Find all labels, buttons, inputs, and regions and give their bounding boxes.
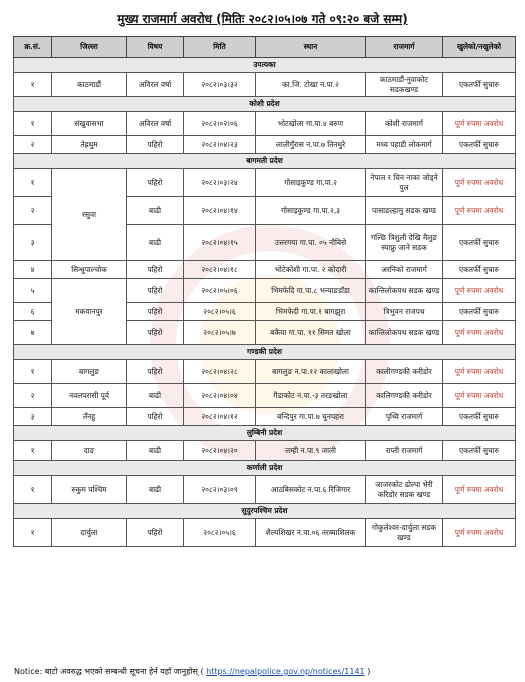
cell-sn: १ bbox=[14, 360, 52, 384]
page-title: मुख्य राजमार्ग अवरोध (मितिः २०८२।०५।०७ गते ०९:२० बजे सम्म) bbox=[117, 12, 408, 26]
cell-date: २०८२।०५।०६ bbox=[184, 279, 256, 303]
cell-date: २०८२।०५।७ bbox=[184, 321, 256, 345]
cell-highway: कालीगण्डकी करीडोर bbox=[366, 360, 443, 384]
cell-subject: पहिरो bbox=[127, 261, 184, 279]
cell-district: दाङ bbox=[52, 441, 127, 461]
cell-district: मकवानपुर bbox=[52, 279, 127, 345]
cell-status: एकतर्फी सुचारु bbox=[443, 303, 516, 321]
cell-highway: नेपाल र चिन नाका जोड्ने पुल bbox=[366, 169, 443, 197]
cell-subject: पहिरो bbox=[127, 360, 184, 384]
cell-highway: त्रिभुवन राजपथ bbox=[366, 303, 443, 321]
cell-sn: १ bbox=[14, 73, 52, 97]
cell-sn: ४ bbox=[14, 261, 52, 279]
cell-status: पूर्ण रुपमा अवरोध bbox=[443, 476, 516, 504]
cell-district: रुकुम पश्चिम bbox=[52, 476, 127, 504]
table-row bbox=[14, 261, 516, 279]
cell-highway: कालिगण्डकी करीडोर bbox=[366, 384, 443, 408]
cell-district: नवलपरासी पूर्व bbox=[52, 384, 127, 408]
cell-subject: बाढी bbox=[127, 225, 184, 261]
cell-subject: अविरल वर्षा bbox=[127, 73, 184, 97]
section-row bbox=[14, 461, 516, 476]
table-row bbox=[14, 441, 516, 461]
cell-date: २०८२।०४।०४ bbox=[184, 384, 256, 408]
cell-subject: बाढी bbox=[127, 197, 184, 225]
cell-district: तँनहु bbox=[52, 408, 127, 426]
cell-subject: पहिरो bbox=[127, 321, 184, 345]
table-row bbox=[14, 279, 516, 303]
cell-status: एकतर्फी सुचारु bbox=[443, 441, 516, 461]
cell-subject: बाढी bbox=[127, 384, 184, 408]
cell-place: बकैया गा.पा. ११ सिमत खोला bbox=[256, 321, 366, 345]
cell-place: भिमफेदी गा.पा.१ बागझुरा bbox=[256, 303, 366, 321]
section-row bbox=[14, 58, 516, 73]
cell-sn: १ bbox=[14, 519, 52, 547]
cell-status: एकतर्फी सुचारु bbox=[443, 225, 516, 261]
cell-place: गोसाइकुण्ड गा.पा.२,३ bbox=[256, 197, 366, 225]
section-title: गण्डकी प्रदेश bbox=[14, 345, 516, 360]
section-row bbox=[14, 345, 516, 360]
table-row bbox=[14, 476, 516, 504]
header-status: खुलेको/नखुलेको bbox=[443, 37, 516, 58]
cell-place: लम्ही न.पा.९ जाली bbox=[256, 441, 366, 461]
section-row bbox=[14, 97, 516, 112]
cell-subject: पहिरो bbox=[127, 303, 184, 321]
cell-place: लालीगुँरास न.पा.७ तिनधुरे bbox=[256, 136, 366, 154]
header-subject: विषय bbox=[127, 37, 184, 58]
cell-date: २०८२।०५।६ bbox=[184, 519, 256, 547]
table-row bbox=[14, 73, 516, 97]
cell-district: काठमाडौं bbox=[52, 73, 127, 97]
header-date: मिति bbox=[184, 37, 256, 58]
cell-sn: ६ bbox=[14, 303, 52, 321]
cell-sn: ३ bbox=[14, 408, 52, 426]
cell-subject: पहिरो bbox=[127, 136, 184, 154]
cell-sn: १ bbox=[14, 112, 52, 136]
cell-sn: २ bbox=[14, 197, 52, 225]
cell-district: रसुवा bbox=[52, 169, 127, 261]
cell-highway: कान्तिलोकपथ सडक खण्ड bbox=[366, 279, 443, 303]
cell-sn: ५ bbox=[14, 279, 52, 303]
header-sn: क्र.सं. bbox=[14, 37, 52, 58]
cell-status: पूर्ण रुपमा अवरोध bbox=[443, 197, 516, 225]
cell-status: एकतर्फी सुचारु bbox=[443, 261, 516, 279]
cell-highway: कोशी राजमार्ग bbox=[366, 112, 443, 136]
cell-date: २०८२।०३।०९ bbox=[184, 476, 256, 504]
cell-district: संखुवासभा bbox=[52, 112, 127, 136]
cell-district: बागलुङ bbox=[52, 360, 127, 384]
cell-highway: पासाङल्हामु सडक खण्ड bbox=[366, 197, 443, 225]
cell-highway: राप्ती राजमार्ग bbox=[366, 441, 443, 461]
cell-date: २०८२।०४।१४ bbox=[184, 197, 256, 225]
cell-sn: ७ bbox=[14, 321, 52, 345]
cell-status: पूर्ण रुपमा अवरोध bbox=[443, 384, 516, 408]
cell-date: २०८२।०४।१५ bbox=[184, 225, 256, 261]
cell-sn: १ bbox=[14, 441, 52, 461]
notice-line bbox=[14, 666, 370, 677]
header-place: स्थान bbox=[256, 37, 366, 58]
cell-date: २०८२।०४।२३ bbox=[184, 136, 256, 154]
cell-subject: अविरल वर्षा bbox=[127, 112, 184, 136]
notice-link[interactable]: https://nepalpolice.gov.np/notices/1141 bbox=[206, 667, 365, 676]
table-row bbox=[14, 136, 516, 154]
section-row bbox=[14, 154, 516, 169]
cell-highway: मध्य पहाडी लोकमार्ग bbox=[366, 136, 443, 154]
cell-subject: पहिरो bbox=[127, 169, 184, 197]
cell-highway: कान्तिलोकपथ सडक खण्ड bbox=[366, 321, 443, 345]
cell-highway: गोकुलेश्वर-दार्चुला सडक खण्ड bbox=[366, 519, 443, 547]
cell-status: पूर्ण रुपमा अवरोध bbox=[443, 360, 516, 384]
cell-place: गैडाकोट न.पा.-३ तरङखोला bbox=[256, 384, 366, 408]
cell-district: सिन्धुपाल्चोक bbox=[52, 261, 127, 279]
cell-place: का.जि. टोखा न.पा.२ bbox=[256, 73, 366, 97]
cell-status: एकतर्फी सुचारु bbox=[443, 73, 516, 97]
cell-place: बागलुङ न.पा.१२ कालाखोला bbox=[256, 360, 366, 384]
header-row bbox=[14, 37, 516, 58]
cell-sn: १ bbox=[14, 476, 52, 504]
table-row bbox=[14, 112, 516, 136]
cell-highway: काठमाडौं-नुवाकोट सडकखण्ड bbox=[366, 73, 443, 97]
cell-place: उत्तरगया गा.पा. ०५ नौबिसे bbox=[256, 225, 366, 261]
table-row bbox=[14, 384, 516, 408]
cell-place: भोटेकोशी गा.पा. २ कोदारी bbox=[256, 261, 366, 279]
cell-place: भिमफेदि गा.पा.८ भन्याङडाँडा bbox=[256, 279, 366, 303]
cell-place: शैल्यशिखर न.पा.०६ तरब्याशिलक bbox=[256, 519, 366, 547]
table-row bbox=[14, 408, 516, 426]
cell-date: २०८२।०२।०६ bbox=[184, 112, 256, 136]
cell-status: एकतर्फी सुचारु bbox=[443, 136, 516, 154]
cell-district: दार्चुला bbox=[52, 519, 127, 547]
cell-date: २०८२।०३।२४ bbox=[184, 169, 256, 197]
section-title: कर्णाली प्रदेश bbox=[14, 461, 516, 476]
cell-place: आठबिसकोट न.पा.६ रिजिगार bbox=[256, 476, 366, 504]
table-row bbox=[14, 169, 516, 197]
cell-status: पूर्ण रुपमा अवरोध bbox=[443, 321, 516, 345]
cell-place: बन्दिपुर गा.पा.७ चुनपहरा bbox=[256, 408, 366, 426]
cell-sn: १ bbox=[14, 169, 52, 197]
cell-status: पूर्ण रुपमा अवरोध bbox=[443, 169, 516, 197]
section-row bbox=[14, 504, 516, 519]
cell-status: पूर्ण रुपमा अवरोध bbox=[443, 279, 516, 303]
table-row bbox=[14, 519, 516, 547]
section-title: बागमती प्रदेश bbox=[14, 154, 516, 169]
header-district: जिल्ला bbox=[52, 37, 127, 58]
section-title: सुदुरपश्चिम प्रदेश bbox=[14, 504, 516, 519]
cell-highway: जाजरकोट ढोल्पा भेरी करिडोर सडक खण्ड bbox=[366, 476, 443, 504]
cell-date: २०८२।०४।१२ bbox=[184, 408, 256, 426]
cell-date: २०८२।०४।२० bbox=[184, 441, 256, 461]
cell-highway: पृथ्वि राजमार्ग bbox=[366, 408, 443, 426]
notice-close: ) bbox=[364, 667, 371, 676]
road-blockage-table bbox=[13, 36, 516, 547]
section-title: लुम्बिनी प्रदेश bbox=[14, 426, 516, 441]
cell-subject: बाढी bbox=[127, 441, 184, 461]
cell-subject: पहिरो bbox=[127, 519, 184, 547]
cell-status: पूर्ण रुपमा अवरोध bbox=[443, 112, 516, 136]
header-highway: राजमार्ग bbox=[366, 37, 443, 58]
cell-sn: ३ bbox=[14, 225, 52, 261]
cell-date: २०८२।०४।१८ bbox=[184, 261, 256, 279]
cell-date: २०८२।०४।२८ bbox=[184, 360, 256, 384]
cell-place: गोसाइकुण्ड गा.पा.२ bbox=[256, 169, 366, 197]
cell-date: २०८२।०५।६ bbox=[184, 303, 256, 321]
cell-highway: अरनिको राजमार्ग bbox=[366, 261, 443, 279]
cell-place: भोटखोला गा.पा.४ बरुण bbox=[256, 112, 366, 136]
cell-highway: गल्छि त्रिशुली देखि मैलुङ स्याफ्रु जाने सडक bbox=[366, 225, 443, 261]
cell-subject: पहिरो bbox=[127, 279, 184, 303]
cell-district: तेह्रथुम bbox=[52, 136, 127, 154]
cell-subject: बाढी bbox=[127, 476, 184, 504]
table-row bbox=[14, 360, 516, 384]
section-title: उपत्यका bbox=[14, 58, 516, 73]
cell-status: एकतर्फी सुचारु bbox=[443, 408, 516, 426]
cell-sn: २ bbox=[14, 384, 52, 408]
cell-date: २०८२।०३।३२ bbox=[184, 73, 256, 97]
section-row bbox=[14, 426, 516, 441]
section-title: कोशी प्रदेश bbox=[14, 97, 516, 112]
cell-sn: २ bbox=[14, 136, 52, 154]
cell-subject: पहिरो bbox=[127, 408, 184, 426]
notice-text: Notice: बाटो अवरुद्ध भएको सम्बन्धी सूचना हेर्न यहाँ जानुहोस् ( bbox=[14, 667, 207, 676]
cell-status: पूर्ण रुपमा अवरोध bbox=[443, 519, 516, 547]
